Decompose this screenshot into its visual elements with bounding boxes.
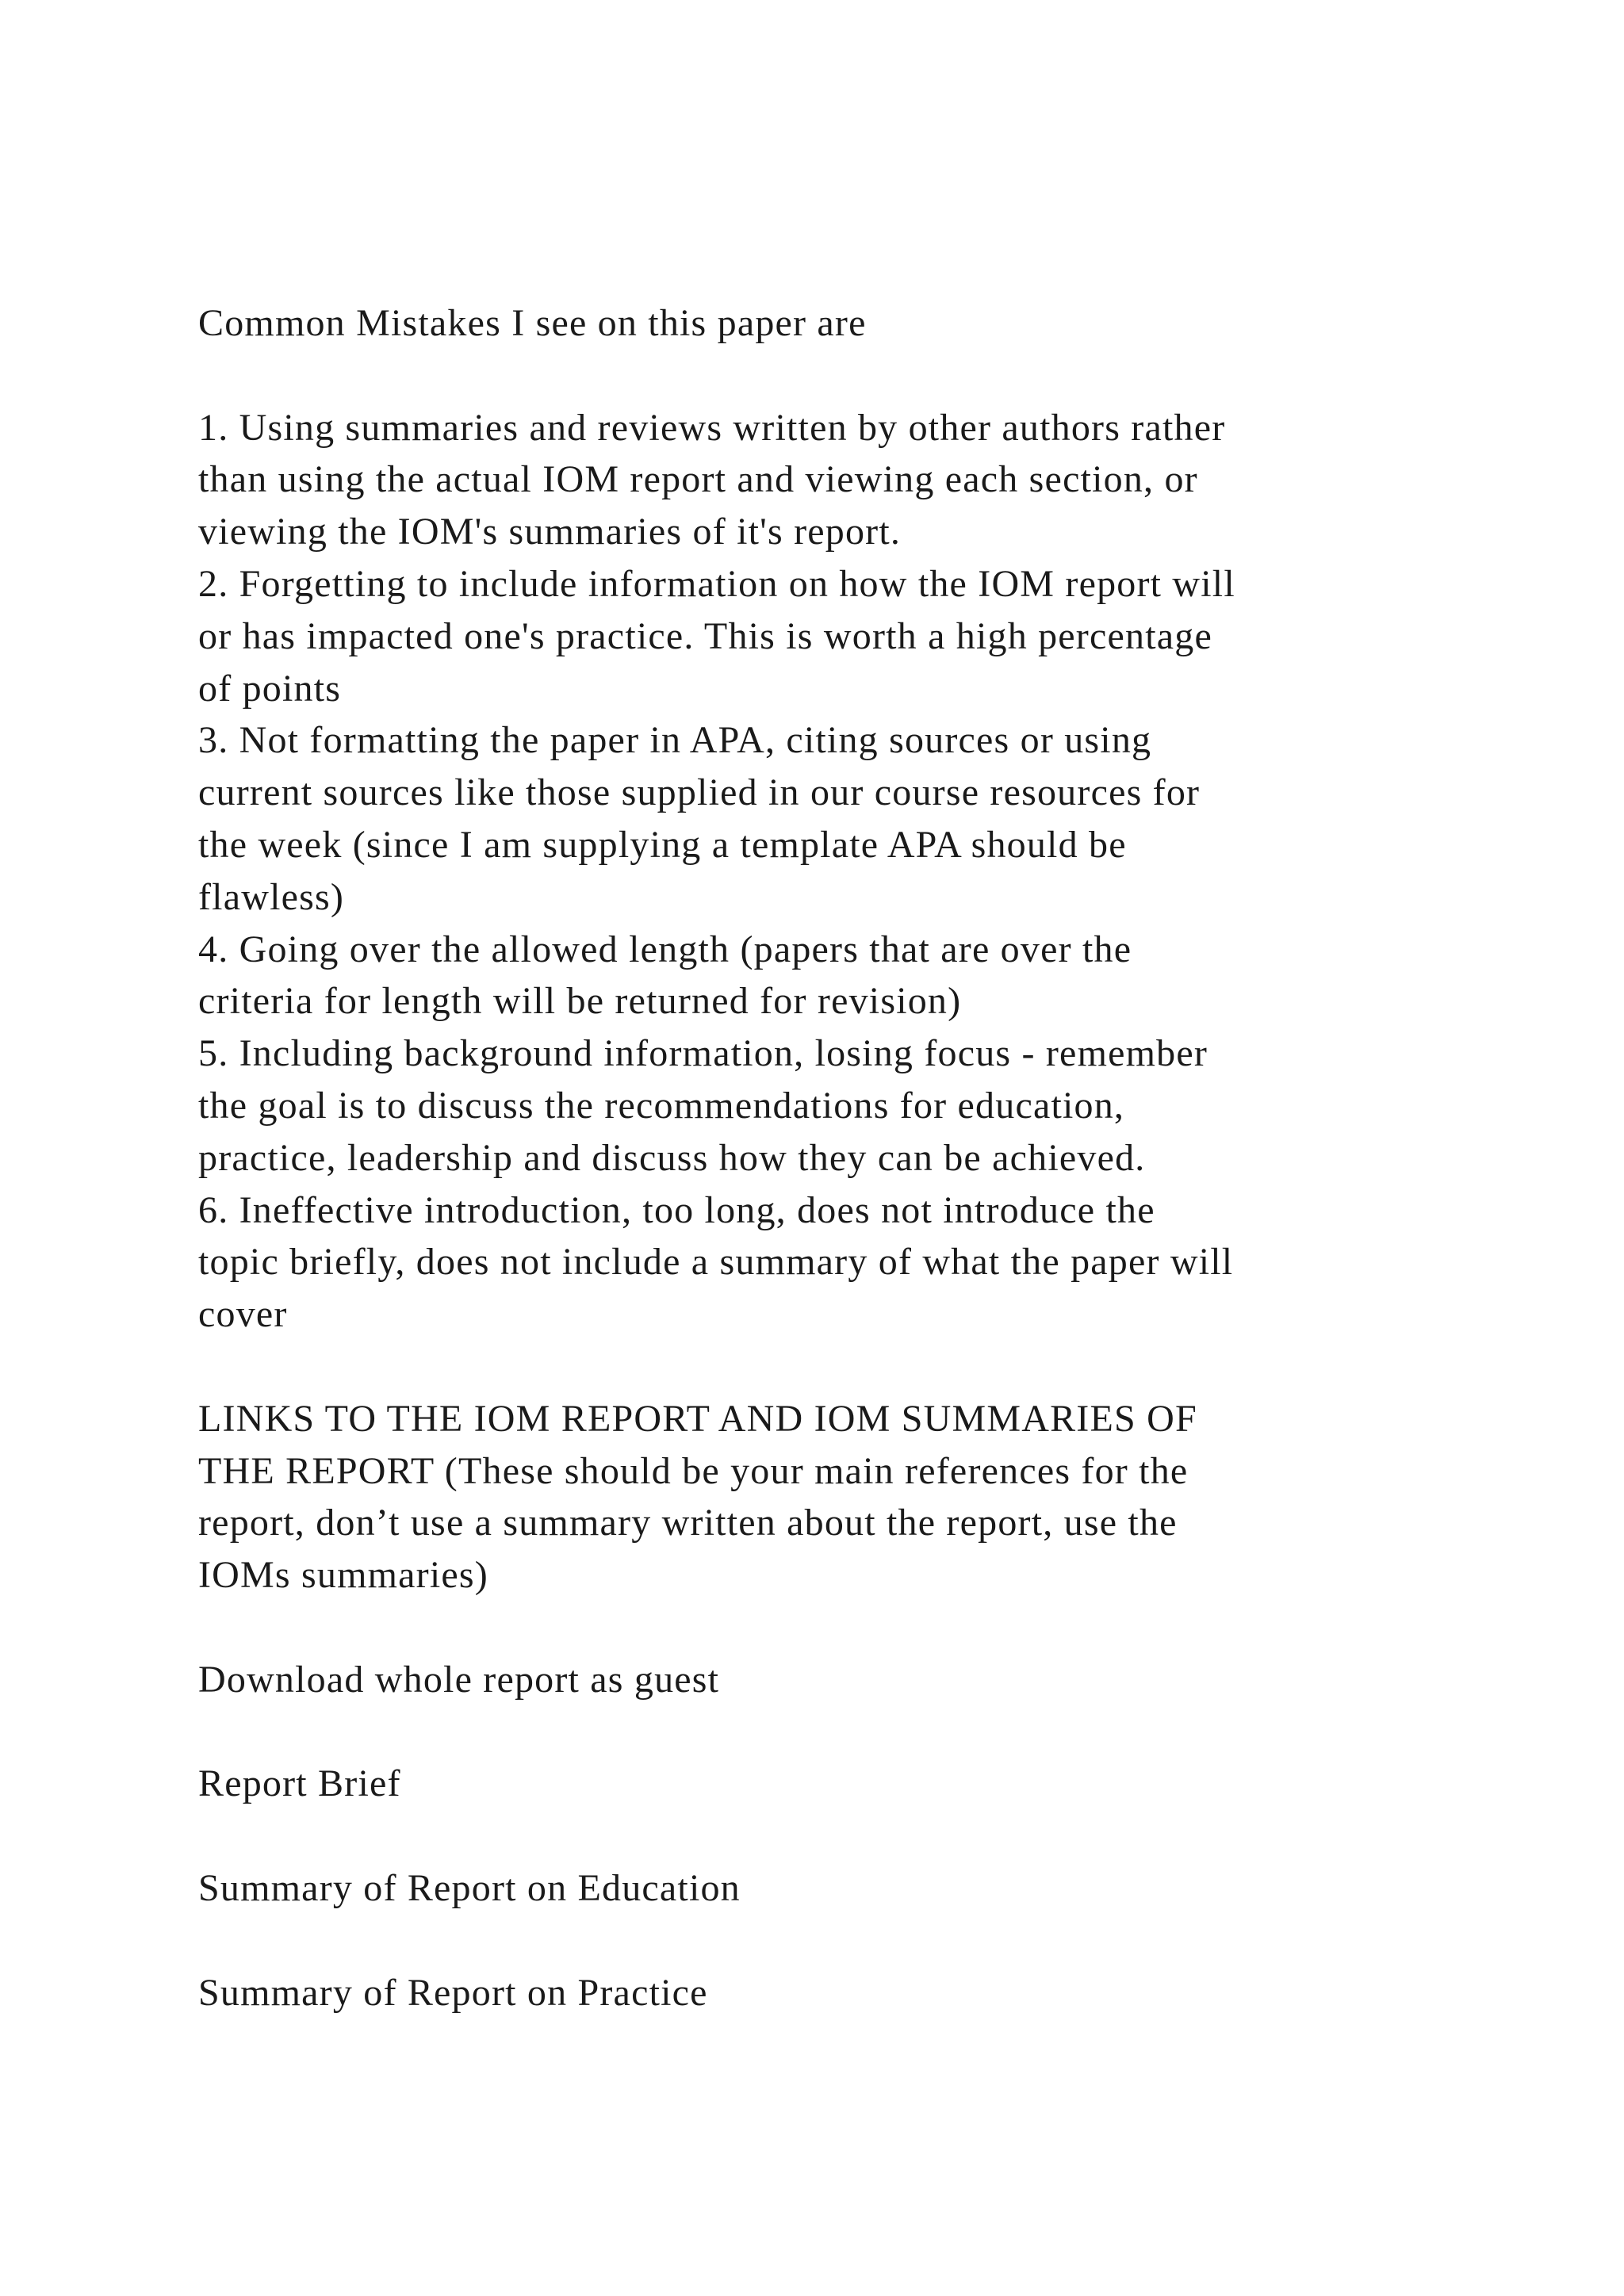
links-intro-line-3: report, don’t use a summary written about the report, use the — [198, 1502, 1178, 1544]
mistake-3-line-3: the week (since I am supplying a template APA should be — [198, 823, 1127, 866]
mistake-1-line-3: viewing the IOM's summaries of it's report. — [198, 511, 902, 553]
spacer — [198, 1601, 1467, 1654]
document-body — [198, 297, 1467, 2019]
spacer — [198, 1706, 1467, 1758]
heading: Common Mistakes I see on this paper are — [198, 302, 867, 344]
links-intro-line-1: LINKS TO THE IOM REPORT AND IOM SUMMARIES OF — [198, 1397, 1197, 1440]
mistake-6-line-1: 6. Ineffective introduction, too long, does not introduce the — [198, 1188, 1155, 1231]
summary-education-link[interactable]: Summary of Report on Education — [198, 1866, 741, 1909]
spacer — [198, 1915, 1467, 1967]
mistake-item-3 — [198, 714, 1467, 923]
mistake-6-line-3: cover — [198, 1293, 288, 1336]
mistake-6-line-2: topic briefly, does not include a summary of what the paper will — [198, 1241, 1234, 1284]
mistake-item-4 — [198, 924, 1467, 1028]
spacer — [198, 350, 1467, 402]
mistake-5-line-2: the goal is to discuss the recommendations for education, — [198, 1084, 1125, 1127]
mistake-5-line-3: practice, leadership and discuss how they can be achieved. — [198, 1136, 1146, 1179]
mistake-item-1 — [198, 402, 1467, 558]
spacer — [198, 1810, 1467, 1862]
mistake-2-line-3: of points — [198, 667, 342, 710]
mistake-4-line-1: 4. Going over the allowed length (papers that are over the — [198, 928, 1132, 970]
mistake-5-line-1: 5. Including background information, losing focus - remember — [198, 1032, 1208, 1075]
summary-practice-link[interactable]: Summary of Report on Practice — [198, 1971, 708, 2014]
mistake-2-line-2: or has impacted one's practice. This is worth a high percentage — [198, 614, 1212, 657]
mistake-item-5 — [198, 1027, 1467, 1184]
mistake-item-2 — [198, 558, 1467, 714]
mistake-3-line-2: current sources like those supplied in our course resources for — [198, 771, 1201, 814]
mistake-3-line-1: 3. Not formatting the paper in APA, citing sources or using — [198, 719, 1152, 762]
mistake-2-line-1: 2. Forgetting to include information on how the IOM report will — [198, 562, 1235, 605]
spacer — [198, 1341, 1467, 1393]
links-intro-line-2: THE REPORT (These should be your main references for the — [198, 1449, 1189, 1492]
mistake-1-line-2: than using the actual IOM report and viewing each section, or — [198, 458, 1198, 501]
links-intro — [198, 1393, 1467, 1601]
mistake-4-line-2: criteria for length will be returned for revision) — [198, 980, 962, 1023]
mistake-item-6 — [198, 1184, 1467, 1341]
mistake-1-line-1: 1. Using summaries and reviews written by other authors rather — [198, 406, 1226, 449]
report-brief-link[interactable]: Report Brief — [198, 1762, 401, 1805]
links-intro-line-4: IOMs summaries) — [198, 1554, 488, 1597]
download-whole-report-link[interactable]: Download whole report as guest — [198, 1658, 720, 1701]
mistake-3-line-4: flawless) — [198, 875, 345, 918]
